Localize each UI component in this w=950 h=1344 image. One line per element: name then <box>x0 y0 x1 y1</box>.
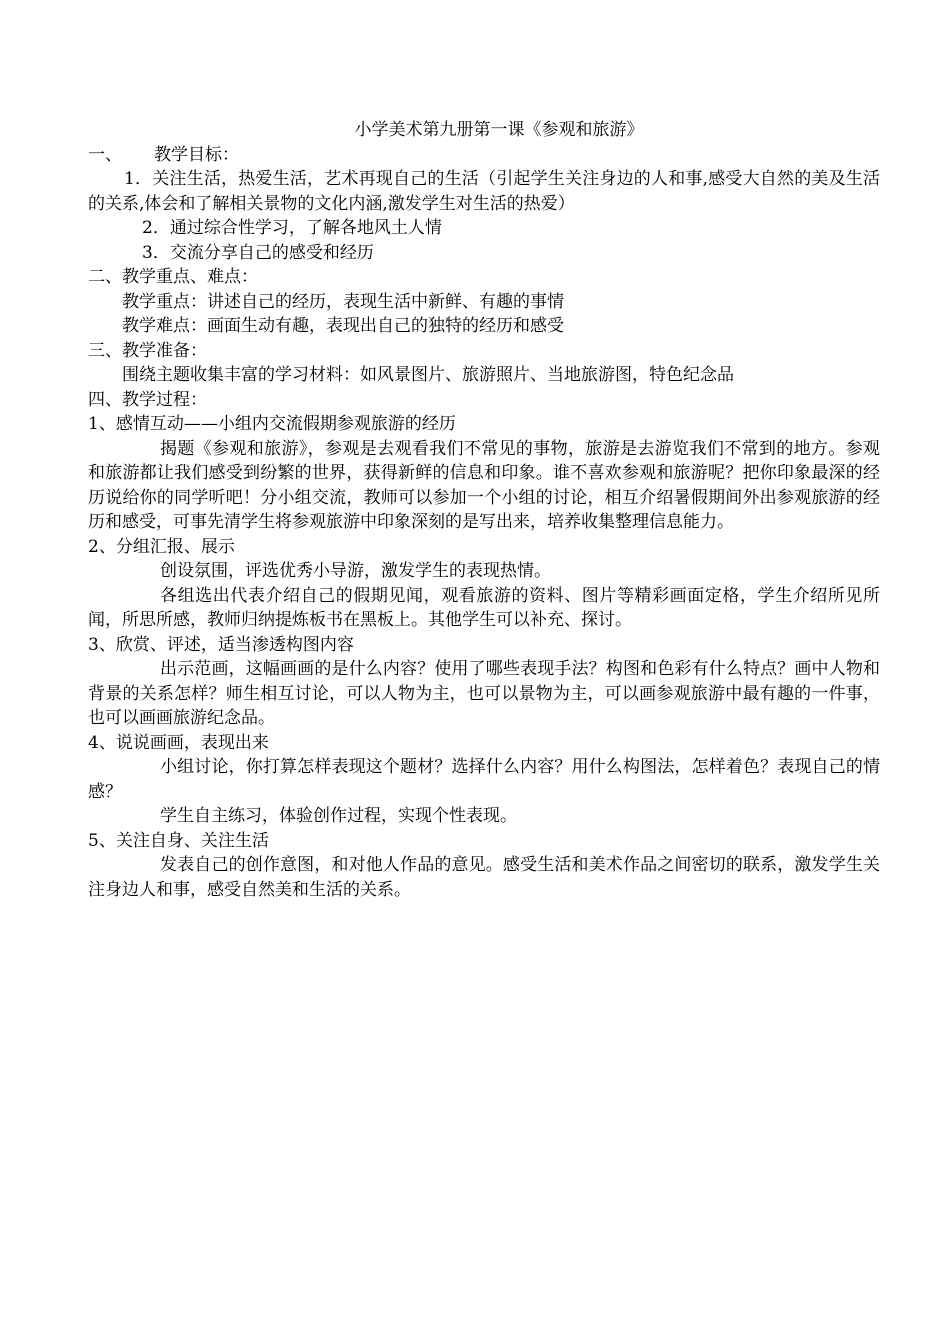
step-3-paragraph: 出示范画，这幅画画的是什么内容？使用了哪些表现手法？构图和色彩有什么特点？画中人物和背景的关系怎样？师生相互讨论，可以人物为主，也可以景物为主，可以画参观旅游中最有趣的一件事，也可以画画旅游纪念品。 <box>88 659 880 728</box>
step-5-title: 5、关注自身、关注生活 <box>88 830 269 851</box>
step-2-paragraph-1: 创设氛围，评选优秀小导游，激发学生的表现热情。 <box>160 561 551 581</box>
step-4-title: 4、说说画画，表现出来 <box>88 732 269 753</box>
goal-item-1: 1．关注生活，热爱生活，艺术再现自己的生活（引起学生关注身边的人和事,感受大自然的美及生活的关系,体会和了解相关景物的文化内涵,激发学生对生活的热爱） <box>88 169 880 214</box>
document-title: 小学美术第九册第一课《参观和旅游》 <box>354 120 644 140</box>
goal-item-3: 3．交流分享自己的感受和经历 <box>142 242 374 263</box>
section-2-heading: 二、教学重点、难点： <box>88 267 258 287</box>
teaching-focus: 教学重点：讲述自己的经历，表现生活中新鲜、有趣的事情 <box>122 291 564 312</box>
step-5-paragraph: 发表自己的创作意图，和对他人作品的意见。感受生活和美术作品之间密切的联系，激发学生关注身边人和事，感受自然美和生活的关系。 <box>88 855 880 900</box>
step-3-title: 3、欣赏、评述，适当渗透构图内容 <box>88 634 354 655</box>
section-1-heading <box>88 143 880 168</box>
teaching-difficulty: 教学难点：画面生动有趣，表现出自己的独特的经历和感受 <box>122 316 564 336</box>
section-1-number: 一、 <box>88 144 122 165</box>
step-4-paragraph-2: 学生自主练习，体验创作过程，实现个性表现。 <box>160 806 517 826</box>
preparation-text: 围绕主题收集丰富的学习材料：如风景图片、旅游照片、当地旅游图，特色纪念品 <box>122 365 734 385</box>
goal-item-2: 2．通过综合性学习，了解各地风土人情 <box>142 218 442 238</box>
section-4-heading: 四、教学过程： <box>88 389 207 410</box>
step-4-paragraph-1: 小组讨论，你打算怎样表现这个题材？选择什么内容？用什么构图法，怎样着色？表现自己的情感？ <box>88 757 880 802</box>
section-1-title: 教学目标： <box>154 144 239 165</box>
step-2-title: 2、分组汇报、展示 <box>88 536 235 557</box>
step-1-title: 1、感情互动——小组内交流假期参观旅游的经历 <box>88 414 456 434</box>
document-page <box>88 118 880 902</box>
step-2-paragraph-2: 各组选出代表介绍自己的假期见闻，观看旅游的资料、图片等精彩画面定格，学生介绍所见所闻，所思所感，教师归纳提炼板书在黑板上。其他学生可以补充、探讨。 <box>88 585 880 630</box>
step-1-paragraph: 揭题《参观和旅游》，参观是去观看我们不常见的事物，旅游是去游览我们不常到的地方。参观和旅游都让我们感受到纷繁的世界，获得新鲜的信息和印象。谁不喜欢参观和旅游呢？把你印象最深的经历说给你的同学听吧！分小组交流，教师可以参加一个小组的讨论，相互介绍暑假期间外出参观旅游的经历和感受，可事先清学生将参观旅游中印象深刻的是写出来，培养收集整理信息能力。 <box>88 438 880 532</box>
section-3-heading: 三、教学准备： <box>88 340 207 361</box>
